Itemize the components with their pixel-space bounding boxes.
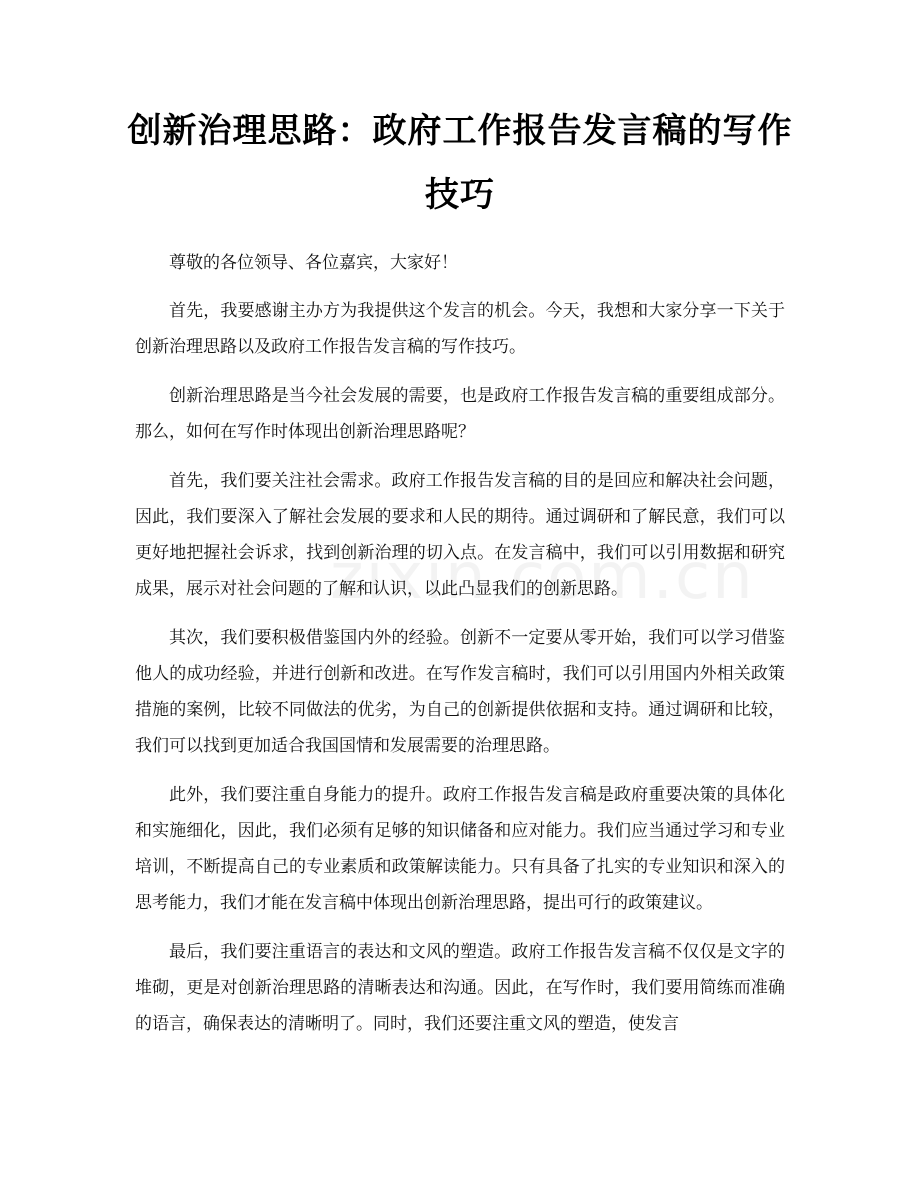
document-title: 创新治理思路：政府工作报告发言稿的写作技巧	[127, 111, 793, 215]
body-paragraph: 其次，我们要积极借鉴国内外的经验。创新不一定要从零开始，我们可以学习借鉴他人的成功经验，并进行创新和改进。在写作发言稿时，我们可以引用国内外相关政策措施的案例，比较不同做法的优劣，为自己的创新提供依据和支持。通过调研和比较，我们可以找到更加适合我国国情和发展需要的治理思路。	[135, 628, 785, 756]
body-paragraph: 首先，我们要关注社会需求。政府工作报告发言稿的目的是回应和解决社会问题，因此，我们要深入了解社会发展的要求和人民的期待。通过调研和了解民意，我们可以更好地把握社会诉求，找到创新治理的切入点。在发言稿中，我们可以引用数据和研究成果，展示对社会问题的了解和认识，以此凸显我们的创新思路。	[135, 471, 785, 599]
greeting-paragraph: 尊敬的各位领导、各位嘉宾，大家好！	[169, 253, 458, 273]
body-paragraph: 此外，我们要注重自身能力的提升。政府工作报告发言稿是政府重要决策的具体化和实施细化，因此，我们必须有足够的知识储备和应对能力。我们应当通过学习和专业培训，不断提高自己的专业素质和政策解读能力。只有具备了扎实的专业知识和深入的思考能力，我们才能在发言稿中体现出创新治理思路，提出可行的政策建议。	[135, 785, 785, 913]
body-paragraph: 最后，我们要注重语言的表达和文风的塑造。政府工作报告发言稿不仅仅是文字的堆砌，更是对创新治理思路的清晰表达和沟通。因此，在写作时，我们要用简练而准确的语言，确保表达的清晰明了。同时，我们还要注重文风的塑造，使发言	[135, 942, 785, 1034]
body-paragraph: 首先，我要感谢主办方为我提供这个发言的机会。今天，我想和大家分享一下关于创新治理思路以及政府工作报告发言稿的写作技巧。	[135, 301, 785, 357]
document-body	[135, 245, 785, 1055]
body-paragraph: 创新治理思路是当今社会发展的需要，也是政府工作报告发言稿的重要组成部分。那么，如何在写作时体现出创新治理思路呢？	[135, 386, 785, 442]
